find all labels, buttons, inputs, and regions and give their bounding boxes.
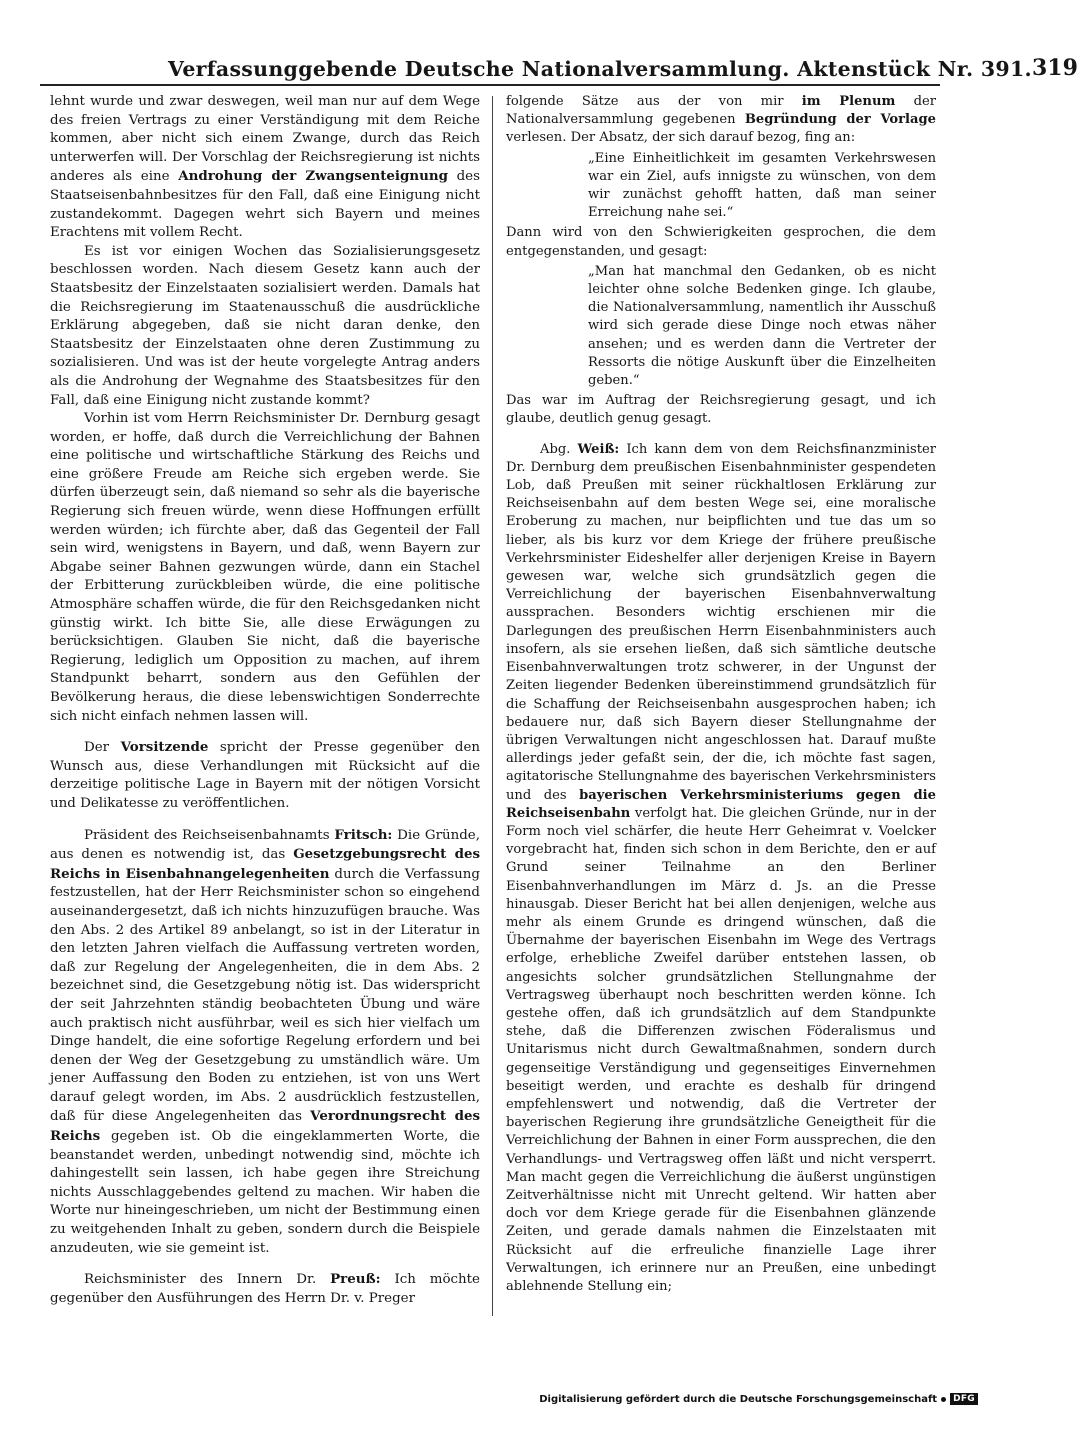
quotation: „Eine Einheitlichkeit im gesamten Verkehrswesen war ein Ziel, aufs innigste zu wünschen, von dem wir zunächst gehofft hatten, daß man seiner Erreichung nahe sei.“ (588, 150, 936, 221)
right-column (506, 93, 936, 1296)
left-column (50, 93, 480, 1308)
page-header (40, 50, 1078, 86)
paragraph: Der Vorsitzende spricht der Presse gegenüber den Wunsch aus, diese Verhandlungen mit Rücksicht auf die derzeitige politische Lage in Bayern mit der nötigen Vorsicht und Delikatesse zu veröffentlichen. (50, 739, 480, 811)
quotation: „Man hat manchmal den Gedanken, ob es nicht leichter ohne solche Bedenken ginge. Ich glaube, die Nationalversammlung, namentlich ihr Ausschuß wird sich gerade diese Dinge noch etwas näher ansehen; und es werden dann die Vertreter der Ressorts die nötige Auskunft über die Einzelheiten geben.“ (588, 263, 936, 389)
paragraph: Präsident des Reichseisenbahnamts Fritsch: Die Gründe, aus denen es notwendig ist, das Gesetzgebungsrecht des Reichs in Eisenbahnangelegenheiten durch die Verfassung festzustellen, hat der Herr Reichsminister schon so eingehend auseinandergesetzt, daß ich nichts hinzuzufügen brauche. Was den Abs. 2 des Artikel 89 anbelangt, so ist in der Literatur in den letzten Jahren vielfach die Auffassung vertreten worden, daß zur Regelung der Angelegenheiten, die in dem Abs. 2 bezeichnet sind, die Gesetzgebung nötig ist. Das widerspricht der seit Jahrzehnten ständig beobachteten Übung und wäre auch praktisch nicht ausführbar, weil es sich hier vielfach um Dinge handelt, die eine sofortige Regelung erfordern und bei denen der Weg der Gesetzgebung zu umständlich wäre. Um jener Auffassung den Boden zu entziehen, ist von uns Wert darauf gelegt worden, im Abs. 2 ausdrücklich festzustellen, daß für diese Angelegenheiten das Verordnungsrecht des Reichs gegeben ist. Ob die eingeklammerten Worte, die beanstandet werden, unbedingt notwendig sind, möchte ich dahingestellt sein lassen, ich habe gegen ihre Streichung nichts Ausschlaggebendes geltend zu machen. Wir haben die Worte nur hineingeschrieben, um nicht der Bestimmung einen zu weitgehenden Inhalt zu geben, sondern durch die Beispiele anzudeuten, wie sie gemeint ist. (50, 826, 481, 1256)
page-number: 319 (1031, 55, 1078, 81)
paragraph: Vorhin ist vom Herrn Reichsminister Dr. Dernburg gesagt worden, er hoffe, daß durch die Verreichlichung der Bahnen eine politische und wirtschaftliche Stärkung des Reichs und eine größere Freude am Reiche sich ergeben werde. Sie dürfen überzeugt sein, daß niemand so sehr als die bayerische Regierung sich freuen würde, wenn diese Hoffnungen erfüllt werden würden; ich fürchte aber, daß das Gegenteil der Fall sein wird, wenigstens in Bayern, und daß, wenn Bayern zur Abgabe seiner Bahnen gezwungen würde, dann ein Stachel der Erbitterung zurückbleiben würde, die eine politische Atmosphäre schaffen würde, die für den Reichsgedanken nicht günstig wirkt. Ich bitte Sie, alle diese Erwägungen zu berücksichtigen. Glauben Sie nicht, daß die bayerische Regierung, lediglich um Opposition zu machen, auf ihrem Standpunkt beharrt, sondern aus den Gefühlen der Bevölkerung heraus, die diese lebenswichtigen Sonderrechte sich nicht einfach nehmen lassen will. (50, 411, 480, 724)
paragraph: Reichsminister des Innern Dr. Preuß: Ich möchte gegenüber den Ausführungen des Herrn Dr. v. Preger (50, 1271, 480, 1306)
paragraph: Es ist vor einigen Wochen das Sozialisierungsgesetz beschlossen worden. Nach diesem Gesetz kann auch der Staatsbesitz der Einzelstaaten sozialisiert werden. Damals hat die Reichsregierung im Staatenausschuß die ausdrückliche Erklärung abgegeben, daß sie nicht daran denke, den Staatsbesitz der Einzelstaaten ohne deren Zustimmung zu sozialisieren. Und was ist der heute vorgelegte Antrag anders als die Androhung der Wegnahme des Staatsbesitzes für den Fall, daß eine Einigung nicht zustande kommt? (50, 243, 480, 408)
separator-dot-icon (941, 1397, 946, 1402)
paragraph: Das war im Auftrag der Reichsregierung gesagt, und ich glaube, deutlich genug gesagt. (506, 393, 936, 427)
column-divider (492, 96, 493, 1316)
dfg-logo: DFG (950, 1393, 978, 1405)
paragraph: Dann wird von den Schwierigkeiten gesprochen, die dem entgegenstanden, und gesagt: (506, 225, 936, 259)
paragraph: folgende Sätze aus der von mir im Plenum der Nationalversammlung gegebenen Begründung der Vorlage verlesen. Der Absatz, der sich darauf bezog, fing an: (506, 94, 936, 146)
paragraph: lehnt wurde und zwar deswegen, weil man nur auf dem Wege des freien Vertrags zu einer Verständigung mit dem Reiche kommen, aber nicht sich einem Zwange, durch das Reich unterwerfen will. Der Vorschlag der Reichsregierung ist nichts anderes als eine Androhung der Zwangsenteignung des Staatseisenbahnbesitzes für den Fall, daß eine Einigung nicht zustandekommt. Dagegen wehrt sich Bayern und meines Erachtens mit vollem Recht. (50, 94, 480, 241)
digitization-footer (539, 1393, 978, 1405)
paragraph: Abg. Weiß: Ich kann dem von dem Reichsfinanzminister Dr. Dernburg dem preußischen Eisenbahnminister gespendeten Lob, daß Preußen mit seiner rückhaltlosen Erklärung zur Reichseisenbahn auf dem besten Wege sei, eine moralische Eroberung zu machen, nur beipflichten und tue das um so lieber, als bis kurz vor dem Kriege der frühere preußische Verkehrsminister Eideshelfer aller derjenigen Kreise in Bayern gewesen war, welche sich grundsätzlich gegen die Verreichlichung der bayerischen Eisenbahnverwaltung aussprachen. Besonders wichtig erschienen mir die Darlegungen des preußischen Herrn Eisenbahnministers auch insofern, als sie ersehen ließen, daß sich sämtliche deutsche Eisenbahnverwaltungen trotz schwerer, in der Ungunst der Zeiten liegender Bedenken übereinstimmend grundsätzlich für die Schaffung der Reichseisenbahn ausgesprochen haben; ich bedauere nur, daß sich Bayern dieser Stellungnahme der übrigen Verwaltungen nicht angeschlossen hat. Darauf mußte allerdings jeder gefaßt sein, der die, ich möchte fast sagen, agitatorische Stellungnahme des bayerischen Verkehrsministers und des bayerischen Verkehrsministeriums gegen die Reichseisenbahn verfolgt hat. Die gleichen Gründe, nur in der Form noch viel schärfer, die heute Herr Geheimrat v. Voelcker vorgebracht hat, finden sich schon in dem Berichte, den er auf Grund seiner Teilnahme an den Berliner Eisenbahnverhandlungen im März d. Js. an die Presse hinausgab. Dieser Bericht hat bei allen denjenigen, welche aus mehr als einem Grunde es dringend wünschen, daß die Übernahme der bayerischen Eisenbahn im Wege des Vertrags erfolge, erhebliche Zweifel darüber entstehen lassen, ob angesichts solcher grundsätzlichen Stellungnahme der Vertragsweg überhaupt noch beschritten werden könne. Ich gestehe offen, daß ich grundsätzlich auf dem Standpunkte stehe, daß die Differenzen zwischen Föderalismus und Unitarismus nicht durch Gewaltmaßnahmen, sondern durch gegenseitige Verständigung und gegenseitiges Einvernehmen beseitigt werden, und erachte es deshalb für dringend empfehlenswert und notwendig, daß die Vertreter der bayerischen Regierung ihre grundsätzliche Geneigtheit für die Verreichlichung der Bahnen in einer Form aussprechen, die den Verhandlungs- und Vertragsweg offen läßt und nicht versperrt. Man macht gegen die Verreichlichung die äußerst ungünstigen Zeitverhältnisse nicht mit Unrecht geltend. Wir hatten aber doch vor dem Kriege gerade für die Eisenbahnen glänzende Zeiten, und gerade damals nahmen die Einzelstaaten mit Rücksicht auf die erfreuliche finanzielle Lage ihrer Verwaltungen, ich erinnere nur an Preußen, eine unbedingt ablehnende Stellung ein; (506, 441, 936, 1294)
running-title: Verfassunggebende Deutsche Nationalversammlung. Aktenstück Nr. 391. (168, 57, 1032, 81)
footer-text: Digitalisierung gefördert durch die Deutsche Forschungsgemeinschaft (539, 1393, 938, 1405)
